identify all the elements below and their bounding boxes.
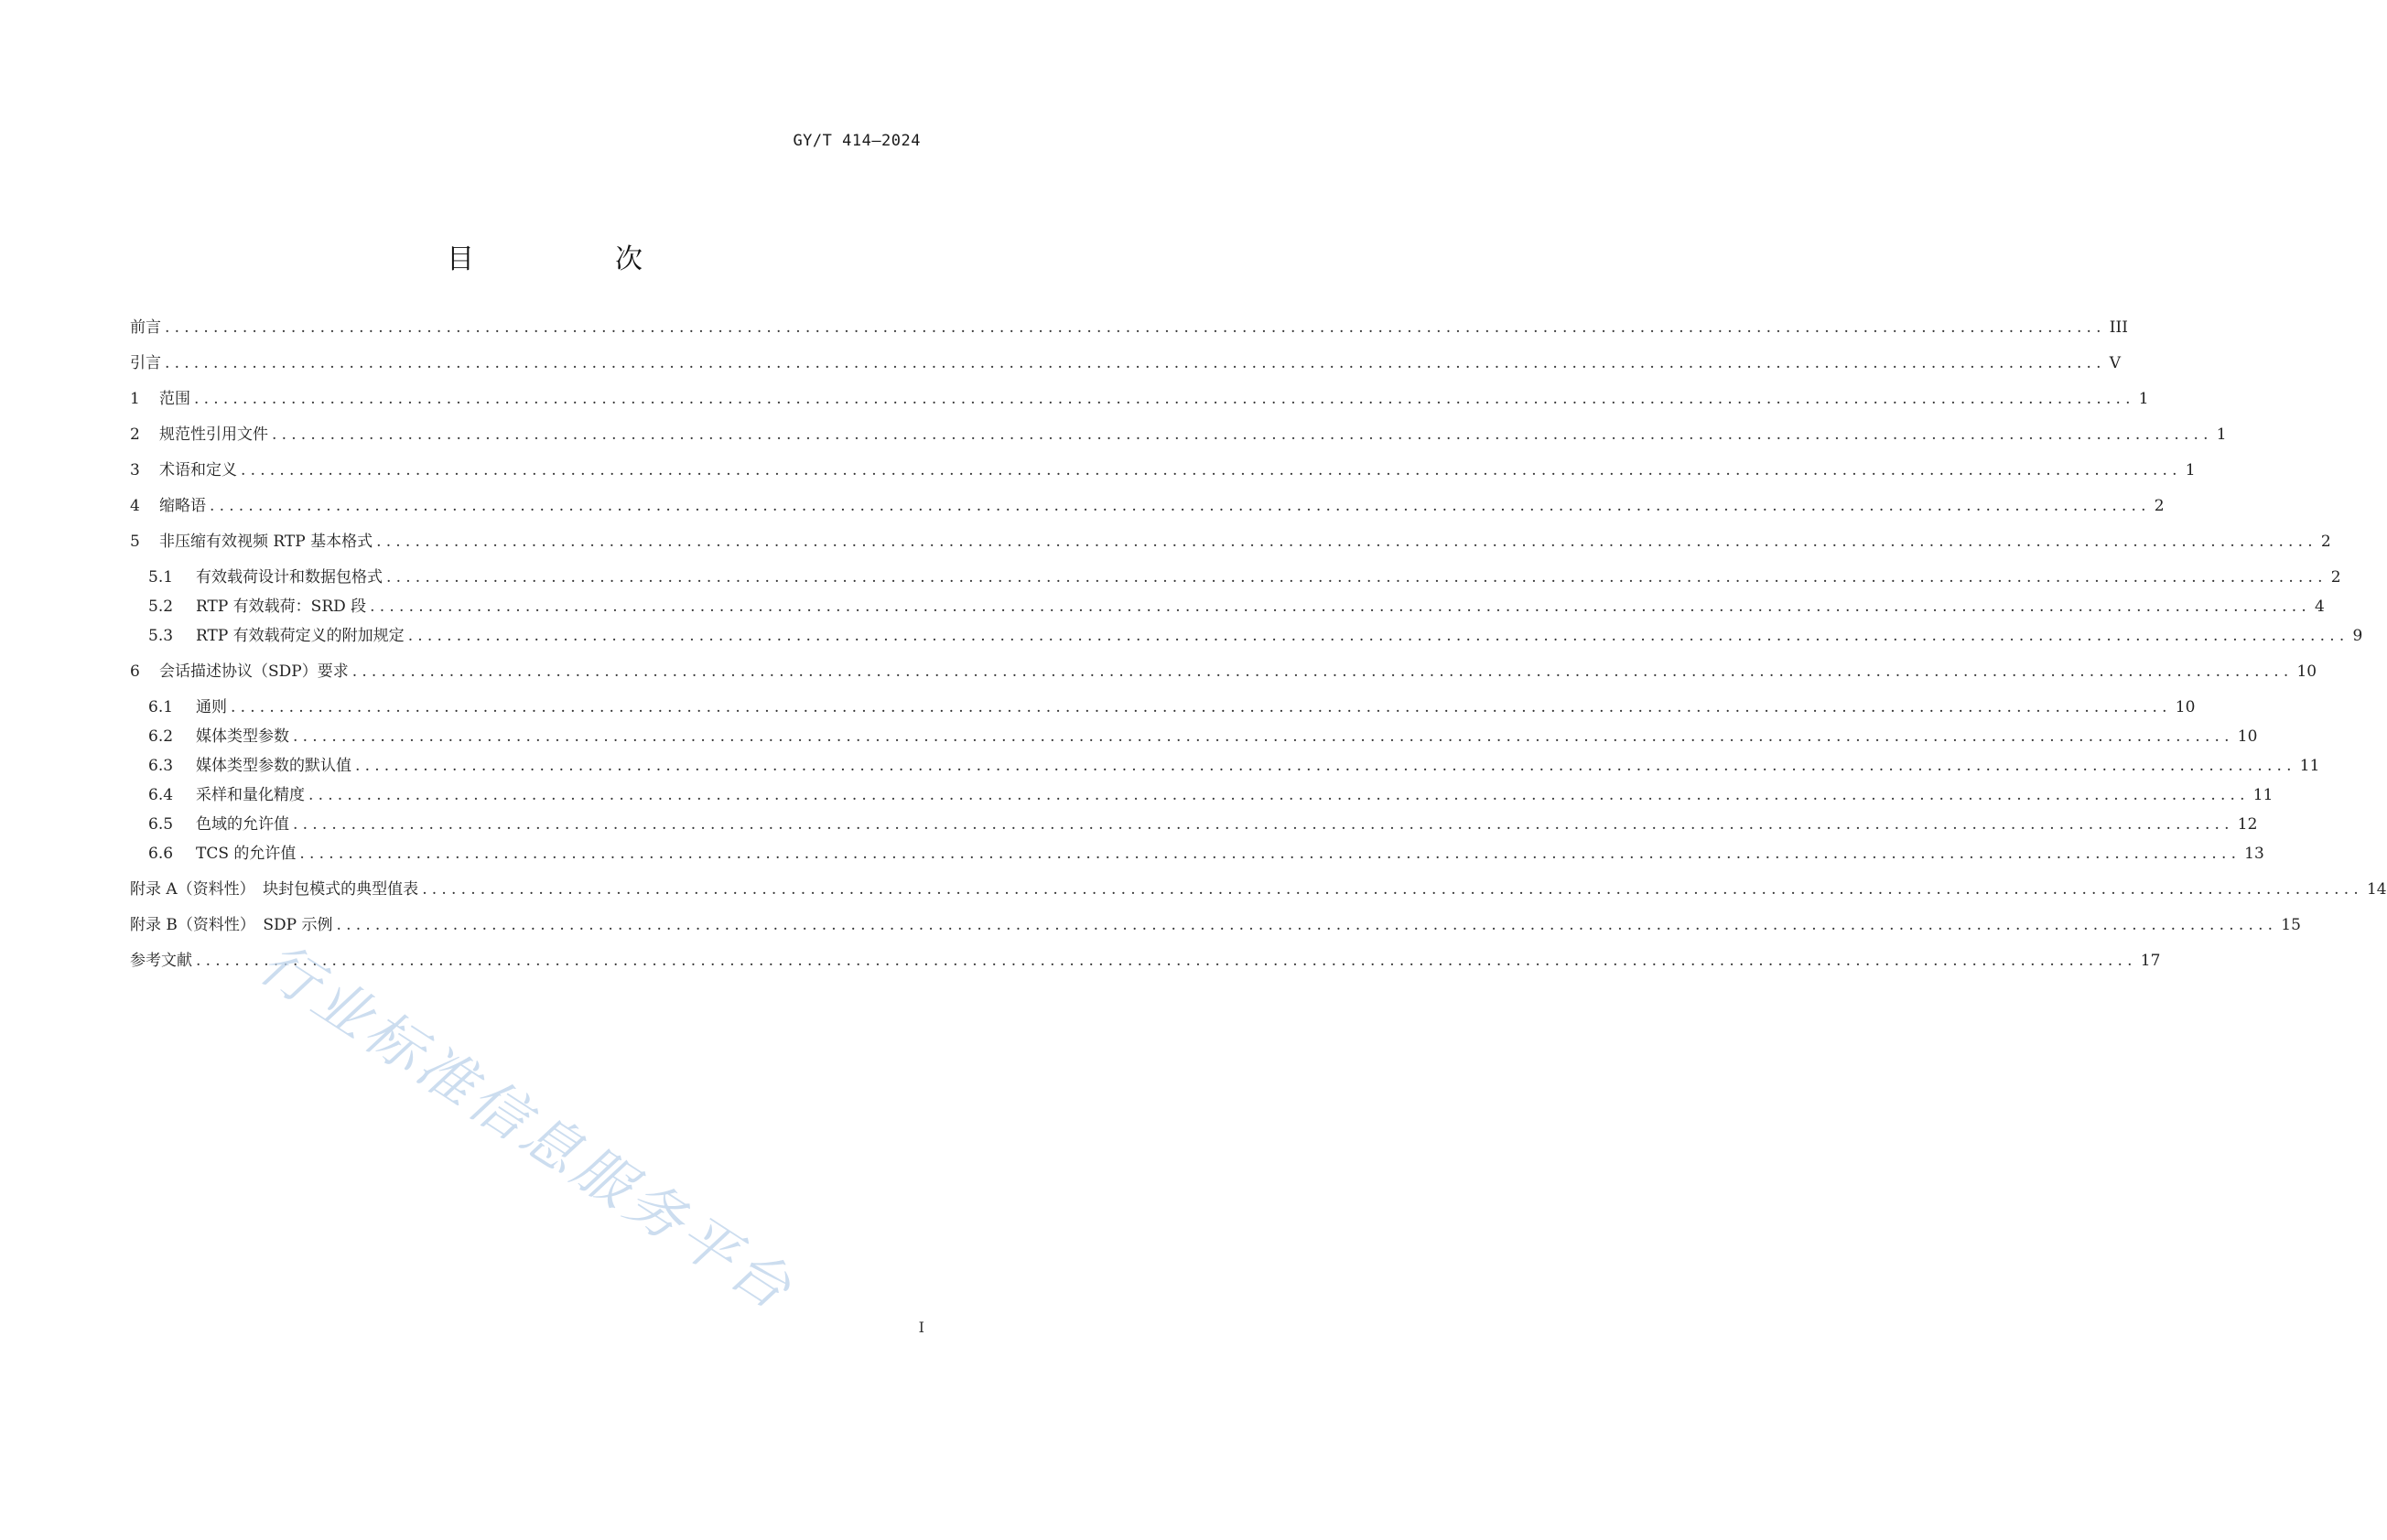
toc-entry-number: 6.1 (148, 698, 174, 716)
toc-entry-number: 5.3 (148, 627, 174, 645)
toc-entry-label: 引言 (130, 354, 161, 372)
page-title: 目 次 (447, 243, 699, 275)
dot-leader: ........................................................................................................................................................................................................ (210, 497, 2151, 515)
toc-entry[interactable] (130, 461, 2196, 479)
toc-entry-label: 规范性引用文件 (159, 425, 268, 444)
toc-entry-label: 缩略语 (159, 497, 206, 515)
toc-entry-page: 9 (2352, 627, 2363, 645)
dot-leader: ........................................................................................................................................................................................................ (355, 757, 2296, 775)
toc-entry[interactable] (130, 698, 2196, 716)
toc-entry-number: 3 (130, 461, 140, 479)
dot-leader: ........................................................................................................................................................................................................ (196, 952, 2137, 970)
toc-entry-number: 6.3 (148, 757, 174, 775)
dot-leader: ........................................................................................................................................................................................................ (194, 390, 2135, 408)
toc-entry[interactable] (130, 533, 2331, 551)
toc-entry[interactable] (130, 815, 2258, 834)
dot-leader: ........................................................................................................................................................................................................ (299, 845, 2241, 863)
toc-entry-page: 17 (2140, 952, 2161, 970)
dot-leader: ........................................................................................................................................................................................................ (336, 916, 2278, 934)
toc-entry-page: 13 (2244, 845, 2264, 863)
toc-entry-page: 14 (2366, 880, 2387, 899)
toc-entry-number: 5.1 (148, 568, 174, 587)
dot-leader: ........................................................................................................................................................................................................ (351, 662, 2294, 681)
toc-entry-page: 2 (2154, 497, 2165, 515)
toc-entry-page: 1 (2216, 425, 2227, 444)
toc-entry-label: TCS 的允许值 (196, 845, 297, 863)
toc-entry-page: III (2109, 318, 2128, 337)
toc-entry[interactable] (130, 497, 2165, 515)
toc-entry-label: 色域的允许值 (196, 815, 289, 834)
toc-entry-page: 4 (2314, 598, 2325, 616)
dot-leader: ........................................................................................................................................................................................................ (165, 318, 2106, 337)
toc-entry[interactable] (130, 757, 2320, 775)
toc-entry-label: 附录 A（资料性） 块封包模式的典型值表 (130, 880, 419, 899)
toc-entry-number: 4 (130, 497, 140, 515)
toc-entry-page: 11 (2299, 757, 2320, 775)
toc-entry-label: 参考文献 (130, 952, 192, 970)
dot-leader: ........................................................................................................................................................................................................ (308, 786, 2250, 804)
toc-entry[interactable] (130, 786, 2274, 804)
toc-entry-label: 范围 (159, 390, 190, 408)
toc-entry-label: RTP 有效载荷定义的附加规定 (196, 627, 405, 645)
toc-entry-label: 附录 B（资料性） SDP 示例 (130, 916, 333, 934)
dot-leader: ........................................................................................................................................................................................................ (422, 880, 2363, 899)
toc-entry[interactable] (130, 354, 2122, 372)
standard-code: GY/T 414—2024 (793, 132, 921, 150)
dot-leader: ........................................................................................................................................................................................................ (293, 727, 2234, 746)
toc-entry-number: 5.2 (148, 598, 174, 616)
toc-entry-label: 媒体类型参数的默认值 (196, 757, 351, 775)
toc-entry-page: 11 (2252, 786, 2274, 804)
toc-entry[interactable] (130, 627, 2363, 645)
dot-leader: ........................................................................................................................................................................................................ (407, 627, 2349, 645)
toc-entry-page: 1 (2138, 390, 2149, 408)
toc-entry[interactable] (130, 568, 2341, 587)
toc-entry-label: RTP 有效载荷：SRD 段 (196, 598, 367, 616)
toc-entry-number: 6.6 (148, 845, 174, 863)
toc-entry-number: 6 (130, 662, 140, 681)
toc-entry-number: 1 (130, 390, 140, 408)
toc-entry-number: 5 (130, 533, 140, 551)
toc-entry-page: 2 (2330, 568, 2341, 587)
toc-entry[interactable] (130, 425, 2227, 444)
toc-entry[interactable] (130, 880, 2387, 899)
toc-entry-label: 非压缩有效视频 RTP 基本格式 (159, 533, 373, 551)
toc-entry-number: 6.2 (148, 727, 174, 746)
toc-entry-page: 15 (2281, 916, 2301, 934)
toc-entry-number: 6.5 (148, 815, 174, 834)
toc-entry-label: 术语和定义 (159, 461, 237, 479)
toc-entry-page: 10 (2237, 727, 2258, 746)
toc-entry-label: 采样和量化精度 (196, 786, 305, 804)
dot-leader: ........................................................................................................................................................................................................ (370, 598, 2311, 616)
toc-entry[interactable] (130, 318, 2128, 337)
toc-entry[interactable] (130, 598, 2325, 616)
dot-leader: ........................................................................................................................................................................................................ (376, 533, 2317, 551)
toc-entry-label: 通则 (196, 698, 227, 716)
dot-leader: ........................................................................................................................................................................................................ (231, 698, 2172, 716)
watermark: 行业标准信息服务平台 (248, 929, 807, 1325)
toc-entry-page: 12 (2237, 815, 2258, 834)
table-of-contents (130, 318, 2387, 987)
dot-leader: ........................................................................................................................................................................................................ (165, 354, 2106, 372)
toc-entry-page: 2 (2320, 533, 2331, 551)
toc-entry-label: 会话描述协议（SDP）要求 (159, 662, 349, 681)
toc-entry[interactable] (130, 845, 2264, 863)
toc-entry-label: 前言 (130, 318, 161, 337)
toc-entry-number: 2 (130, 425, 140, 444)
dot-leader: ........................................................................................................................................................................................................ (272, 425, 2213, 444)
toc-entry-page: 1 (2185, 461, 2196, 479)
toc-entry-page: 10 (2175, 698, 2196, 716)
toc-entry[interactable] (130, 390, 2149, 408)
dot-leader: ........................................................................................................................................................................................................ (241, 461, 2182, 479)
toc-entry-number: 6.4 (148, 786, 174, 804)
toc-entry-label: 媒体类型参数 (196, 727, 289, 746)
toc-entry[interactable] (130, 952, 2161, 970)
dot-leader: ........................................................................................................................................................................................................ (293, 815, 2234, 834)
toc-entry-page: 10 (2296, 662, 2317, 681)
page-number: I (918, 1319, 924, 1336)
dot-leader: ........................................................................................................................................................................................................ (386, 568, 2328, 587)
toc-entry[interactable] (130, 662, 2317, 681)
toc-entry-label: 有效载荷设计和数据包格式 (196, 568, 383, 587)
toc-entry[interactable] (130, 727, 2258, 746)
toc-entry-page: V (2109, 354, 2122, 372)
toc-entry[interactable] (130, 916, 2301, 934)
